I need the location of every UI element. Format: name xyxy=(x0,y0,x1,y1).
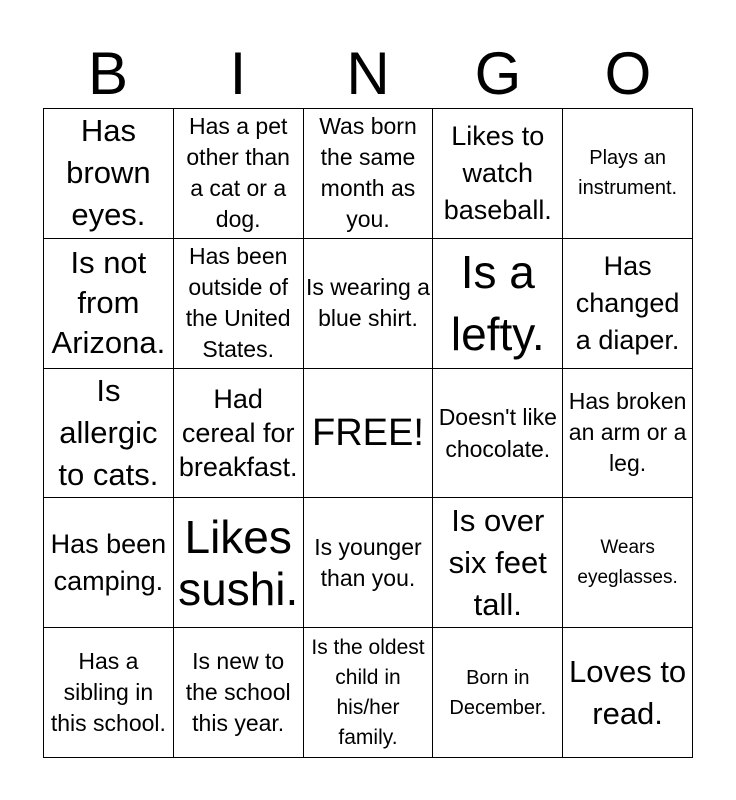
bingo-cell[interactable] xyxy=(44,628,174,758)
bingo-cell[interactable] xyxy=(174,628,304,758)
header-letter-n: N xyxy=(346,40,390,107)
bingo-cell[interactable] xyxy=(433,239,563,369)
cell-text: Is new to the school this year. xyxy=(185,648,291,737)
header-letter-g: G xyxy=(474,40,522,107)
cell-text: Has been camping. xyxy=(50,528,167,596)
cell-text: Has been outside of the United States. xyxy=(185,243,291,363)
bingo-board xyxy=(43,108,693,758)
bingo-cell[interactable] xyxy=(44,498,174,628)
header-letter-b: B xyxy=(87,40,129,107)
cell-text: Is a lefty. xyxy=(450,246,545,361)
cell-text: Likes to watch baseball. xyxy=(443,120,552,225)
cell-text: Likes sushi. xyxy=(178,510,299,615)
bingo-cell[interactable] xyxy=(563,498,693,628)
cell-text: Is not from Arizona. xyxy=(51,245,166,361)
header-letter-o: O xyxy=(604,40,652,107)
cell-text: Had cereal for breakfast. xyxy=(178,383,298,482)
cell-text: Is younger than you. xyxy=(314,533,422,591)
bingo-cell[interactable] xyxy=(174,109,304,239)
cell-text: Wears eyeglasses. xyxy=(577,536,678,588)
cell-text: Is the oldest child in his/her family. xyxy=(311,635,425,749)
bingo-cell[interactable] xyxy=(44,239,174,369)
bingo-cell[interactable] xyxy=(563,239,693,369)
bingo-cell[interactable] xyxy=(44,109,174,239)
cell-text: Loves to read. xyxy=(568,653,687,731)
cell-text: Doesn't like chocolate. xyxy=(438,403,557,462)
bingo-cell[interactable] xyxy=(174,498,304,628)
bingo-cell[interactable] xyxy=(304,109,434,239)
bingo-cell[interactable] xyxy=(563,109,693,239)
bingo-cell[interactable] xyxy=(433,498,563,628)
cell-text: Was born the same month as you. xyxy=(319,113,417,233)
bingo-cell[interactable] xyxy=(563,369,693,499)
bingo-cell[interactable] xyxy=(174,239,304,369)
cell-text: FREE! xyxy=(312,411,424,454)
bingo-cell[interactable] xyxy=(304,369,434,499)
header-letter-i: I xyxy=(229,40,247,107)
cell-text: Is wearing a blue shirt. xyxy=(305,274,430,332)
bingo-cell[interactable] xyxy=(304,628,434,758)
cell-text: Born in December. xyxy=(449,666,547,719)
cell-text: Is allergic to cats. xyxy=(58,372,159,492)
cell-text: Has broken an arm or a leg. xyxy=(568,388,687,477)
bingo-cell[interactable] xyxy=(174,369,304,499)
bingo-cell[interactable] xyxy=(433,109,563,239)
cell-text: Is over six feet tall. xyxy=(448,502,547,622)
bingo-cell[interactable] xyxy=(304,239,434,369)
cell-text: Has changed a diaper. xyxy=(575,250,680,355)
bingo-cell[interactable] xyxy=(563,628,693,758)
cell-text: Has a pet other than a cat or a dog. xyxy=(186,113,290,233)
bingo-cell[interactable] xyxy=(44,369,174,499)
cell-text: Plays an instrument. xyxy=(578,147,678,200)
bingo-cell[interactable] xyxy=(304,498,434,628)
bingo-cell[interactable] xyxy=(433,628,563,758)
cell-text: Has a sibling in this school. xyxy=(50,648,166,737)
bingo-header xyxy=(43,40,693,108)
cell-text: Has brown eyes. xyxy=(66,113,151,233)
bingo-cell[interactable] xyxy=(433,369,563,499)
